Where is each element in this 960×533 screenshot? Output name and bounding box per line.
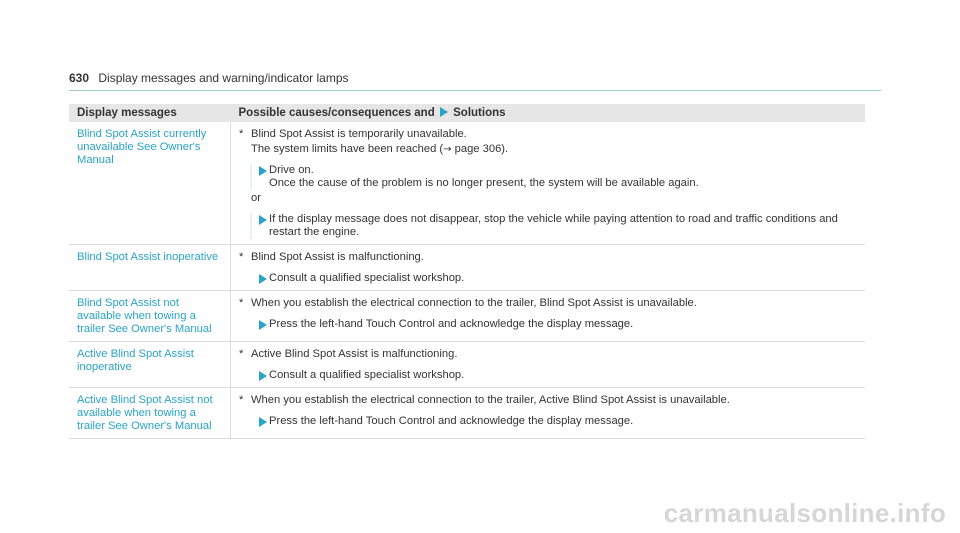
solution-step xyxy=(239,415,857,428)
step-arrow-icon xyxy=(259,371,267,381)
step-text: If the display message does not disappear, stop the vehicle while paying attention to road and traffic conditions and restart the engine. xyxy=(269,213,838,238)
step-text: Press the left-hand Touch Control and acknowledge the display message. xyxy=(269,318,634,330)
step-arrow-icon xyxy=(259,166,267,176)
step-arrow-icon xyxy=(259,215,267,225)
table-row xyxy=(69,122,865,245)
bullet-symbol: * xyxy=(239,297,244,309)
step-text: Consult a qualified specialist workshop. xyxy=(269,272,465,284)
table-row xyxy=(69,291,865,342)
table-row xyxy=(69,245,865,291)
cause-cell xyxy=(231,122,866,245)
or-separator: or xyxy=(251,192,261,204)
bullet-symbol: * xyxy=(239,128,244,140)
step-arrow-icon xyxy=(259,320,267,330)
cause-cell xyxy=(231,342,866,388)
message-cell: Blind Spot Assist not available when towing a trailer See Owner's Manual xyxy=(69,291,231,342)
message-cell: Active Blind Spot Assist not available when towing a trailer See Owner's Manual xyxy=(69,388,231,439)
cause-bullet xyxy=(239,128,857,141)
messages-table xyxy=(69,104,865,439)
bullet-symbol: * xyxy=(239,348,244,360)
solution-step xyxy=(239,213,857,239)
step-text: Press the left-hand Touch Control and acknowledge the display message. xyxy=(269,415,634,427)
table-row xyxy=(69,342,865,388)
cause-cell xyxy=(231,291,866,342)
cause-text: When you establish the electrical connection to the trailer, Blind Spot Assist is unavailable. xyxy=(251,297,697,309)
play-arrow-icon xyxy=(440,107,448,117)
solution-step xyxy=(239,369,857,382)
step-arrow-icon xyxy=(259,417,267,427)
watermark: carmanualsonline.info xyxy=(663,498,946,528)
cause-bullet xyxy=(239,251,857,264)
cause-detail-text: The system limits have been reached ( xyxy=(251,143,444,155)
col-header-causes xyxy=(231,104,866,122)
col-header-solutions-text: Solutions xyxy=(453,107,506,119)
cause-cell xyxy=(231,245,866,291)
solution-step xyxy=(239,272,857,285)
solution-step xyxy=(239,164,857,190)
table-header-row xyxy=(69,104,865,122)
step-arrow-icon xyxy=(259,274,267,284)
bullet-symbol: * xyxy=(239,251,244,263)
cause-text: When you establish the electrical connection to the trailer, Active Blind Spot Assist is unavailable. xyxy=(251,394,730,406)
page-title: Display messages and warning/indicator lamps xyxy=(98,71,349,85)
message-cell: Blind Spot Assist inoperative xyxy=(69,245,231,291)
page-header xyxy=(69,71,881,91)
xref-arrow-icon: → xyxy=(443,144,452,155)
page-number: 630 xyxy=(69,71,90,85)
step-text: Drive on. xyxy=(269,164,314,176)
message-cell: Active Blind Spot Assist inoperative xyxy=(69,342,231,388)
page-reference[interactable]: page 306). xyxy=(454,143,509,155)
table-row xyxy=(69,388,865,439)
col-header-causes-text: Possible causes/consequences and xyxy=(238,107,435,119)
solution-step xyxy=(239,318,857,331)
cause-detail xyxy=(239,143,857,156)
cause-bullet xyxy=(239,348,857,361)
step-text-detail: Once the cause of the problem is no longer present, the system will be available again. xyxy=(269,177,699,189)
cause-text: Active Blind Spot Assist is malfunctioning. xyxy=(251,348,458,360)
cause-bullet xyxy=(239,394,857,407)
cause-text: Blind Spot Assist is temporarily unavailable. xyxy=(251,128,467,140)
step-text: Consult a qualified specialist workshop. xyxy=(269,369,465,381)
bullet-symbol: * xyxy=(239,394,244,406)
col-header-messages: Display messages xyxy=(69,104,231,122)
cause-cell xyxy=(231,388,866,439)
message-cell: Blind Spot Assist currently unavailable See Owner's Manual xyxy=(69,122,231,245)
cause-bullet xyxy=(239,297,857,310)
cause-text: Blind Spot Assist is malfunctioning. xyxy=(251,251,424,263)
